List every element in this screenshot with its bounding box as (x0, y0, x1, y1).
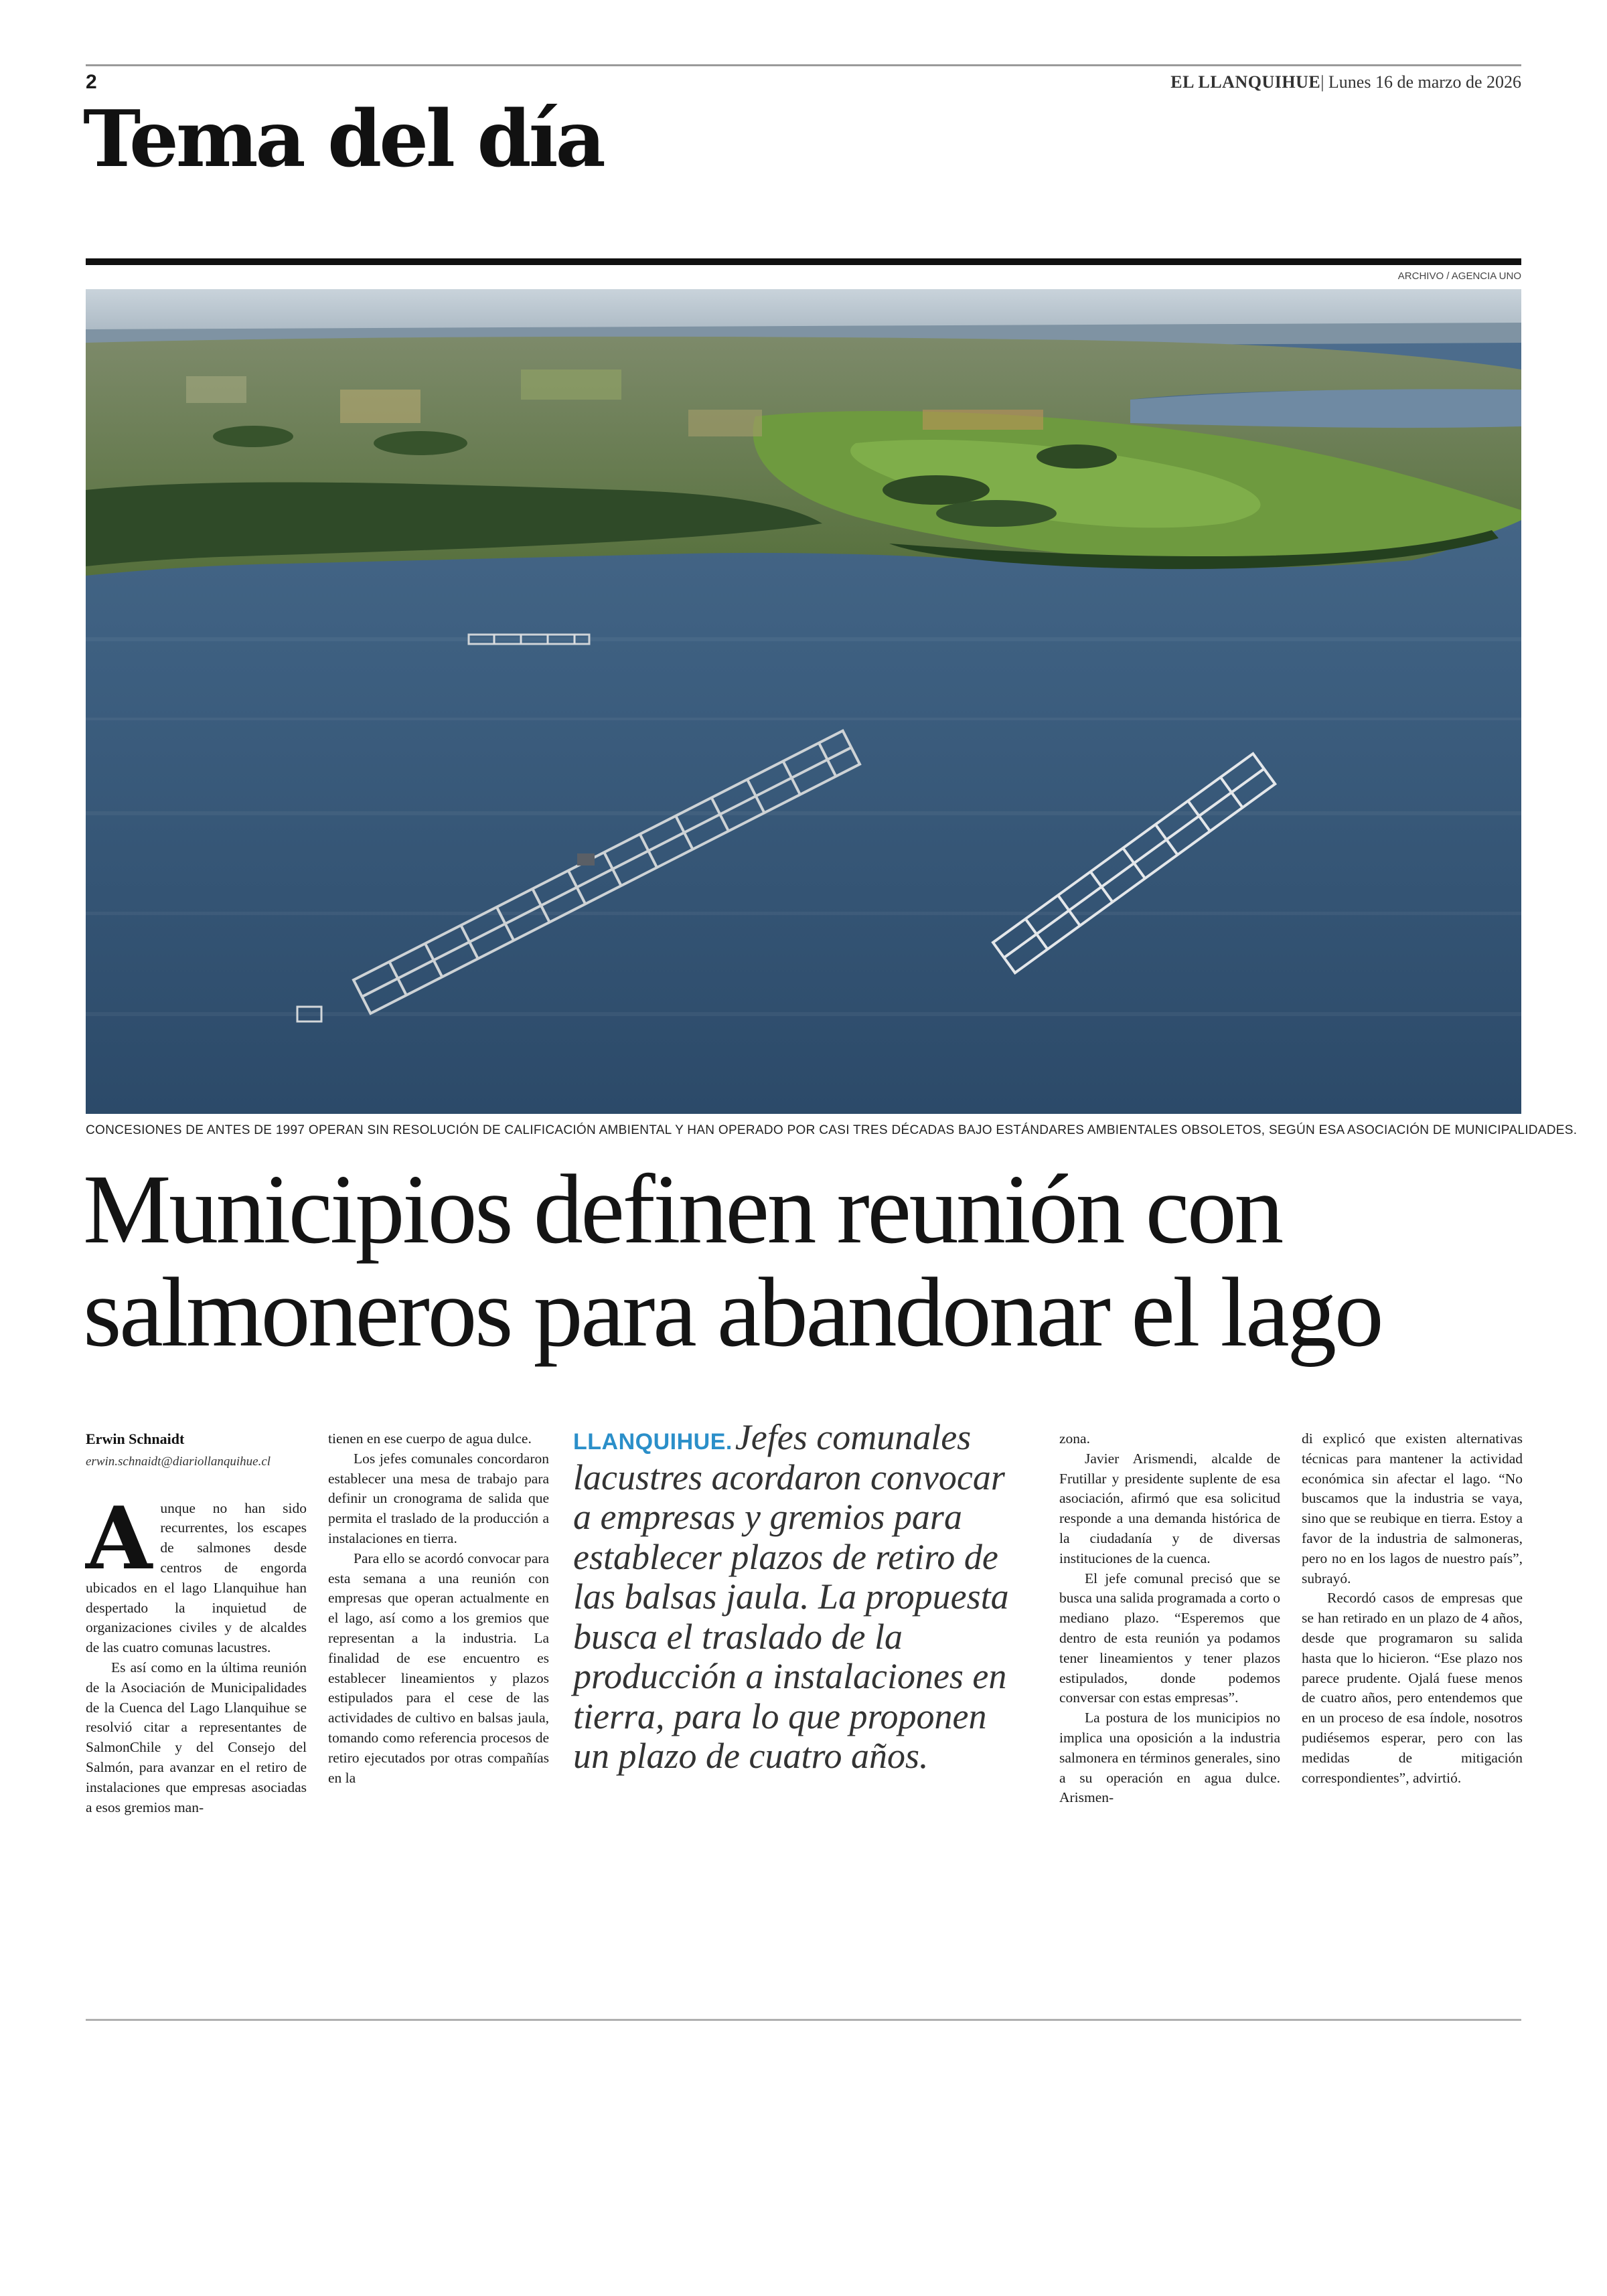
newspaper-name: EL LLANQUIHUE (1170, 72, 1321, 92)
article-lead (573, 1418, 1022, 1777)
body-paragraph: Los jefes comunales concordaron establecer una mesa de trabajo para definir un cronograma de salida que permita el traslado de la producción a instalaciones en tierra. (328, 1450, 549, 1546)
headline-line-1: Municipios definen reunión con (83, 1155, 1282, 1264)
lake-aerial-photo (86, 289, 1521, 1114)
photo-credit: ARCHIVO / AGENCIA UNO (1397, 270, 1521, 282)
article-column-4 (1059, 1429, 1280, 1808)
headline-line-2: salmoneros para abandonar el lago (83, 1258, 1382, 1368)
article-column-5 (1302, 1429, 1523, 1788)
masthead-dateline (1170, 72, 1521, 92)
photo-caption: CONCESIONES DE ANTES DE 1997 OPERAN SIN RESOLUCIÓN DE CALIFICACIÓN AMBIENTAL Y HAN OPERADO POR CASI TRES DÉCADAS BAJO ESTÁNDARES AMBIENTALES OBSOLETOS, SEGÚN ESA ASOCIACIÓN DE MUNICIPALIDADES. (86, 1123, 1578, 1137)
article-column-1 (86, 1429, 307, 1817)
body-paragraph: La postura de los municipios no implica una oposición a la industria salmonera en términos generales, sino a su operación en agua dulce. Arismen- (1059, 1710, 1280, 1806)
article-column-2 (328, 1429, 549, 1788)
body-paragraph: Es así como en la última reunión de la Asociación de Municipalidades de la Cuenca del Lago Llanquihue se resolvió citar a representantes de SalmonChile y del Consejo del Salmón, para avanzar en el retiro de instalaciones que empresas asociadas a esos gremios man- (86, 1659, 307, 1815)
author-name: Erwin Schnaidt (86, 1430, 185, 1447)
body-paragraph: Para ello se acordó convocar para esta semana a una reunión con empresas que operan actualmente en el lago, así como a los gremios que representan a la industria. La finalidad de ese encuentro es establecer lineamientos y plazos estipulados para el cese de las actividades de cultivo en balsas jaula, tomando como referencia procesos de retiro ejecutados por otras compañías en la (328, 1550, 549, 1786)
body-paragraph: di explicó que existen alternativas técnicas para mantener la actividad económica sin afectar el lago. “No buscamos que la industria se vaya, sino que se reubique en tierra. Estoy a favor de la industria de salmoneras, pero no en los lagos de nuestro país”, subrayó. (1302, 1430, 1523, 1586)
section-rule (86, 258, 1521, 265)
body-paragraph: tienen en ese cuerpo de agua dulce. (328, 1430, 532, 1447)
body-paragraph: Recordó casos de empresas que se han retirado en un plazo de 4 años, desde que programaron su salida hasta que lo hicieron. “Ese plazo nos parece prudente. Ojalá fuese menos de cuatro años, pero entendemos que en un proceso de esa índole, nosotros pudiésemos esperar, pero con las medidas de mitigación correspondientes”, advirtió. (1302, 1590, 1523, 1786)
top-rule (86, 64, 1521, 66)
headline (83, 1155, 1529, 1368)
author-email[interactable]: erwin.schnaidt@diariollanquihue.cl (86, 1454, 271, 1469)
page-number: 2 (86, 71, 97, 93)
body-paragraph: zona. (1059, 1430, 1090, 1447)
lead-text: Jefes comunales lacustres acordaron convocar a empresas y gremios para establecer plazos de retiro de las balsas jaula. La propuesta busca el traslado de la producción a instalaciones en tierra, para lo que proponen un plazo de cuatro años. (573, 1417, 1009, 1776)
drop-cap: A (86, 1488, 153, 1589)
body-paragraph: unque no han sido recurrentes, los escapes de salmones desde centros de engorda ubicados en el lago Llanquihue han despertado la inquietud de organizaciones civiles y de alcaldes de las cuatro comunas lacustres. (86, 1499, 307, 1656)
body-paragraph: Javier Arismendi, alcalde de Frutillar y presidente suplente de esa asociación, afirmó que esa solicitud responde a una demanda histórica de la ciudadanía y de diversas instituciones de la cuenca. (1059, 1450, 1280, 1566)
location-kicker: LLANQUIHUE. (573, 1429, 733, 1455)
issue-date: | Lunes 16 de marzo de 2026 (1320, 72, 1521, 92)
body-paragraph: El jefe comunal precisó que se busca una salida programada a corto o mediano plazo. “Esperemos que dentro de esta reunión ya podamos tener lineamientos y tener plazos estipulados, donde podemos conversar con estas empresas”. (1059, 1570, 1280, 1706)
section-title: Tema del día (83, 94, 603, 185)
bottom-rule (86, 2019, 1521, 2021)
